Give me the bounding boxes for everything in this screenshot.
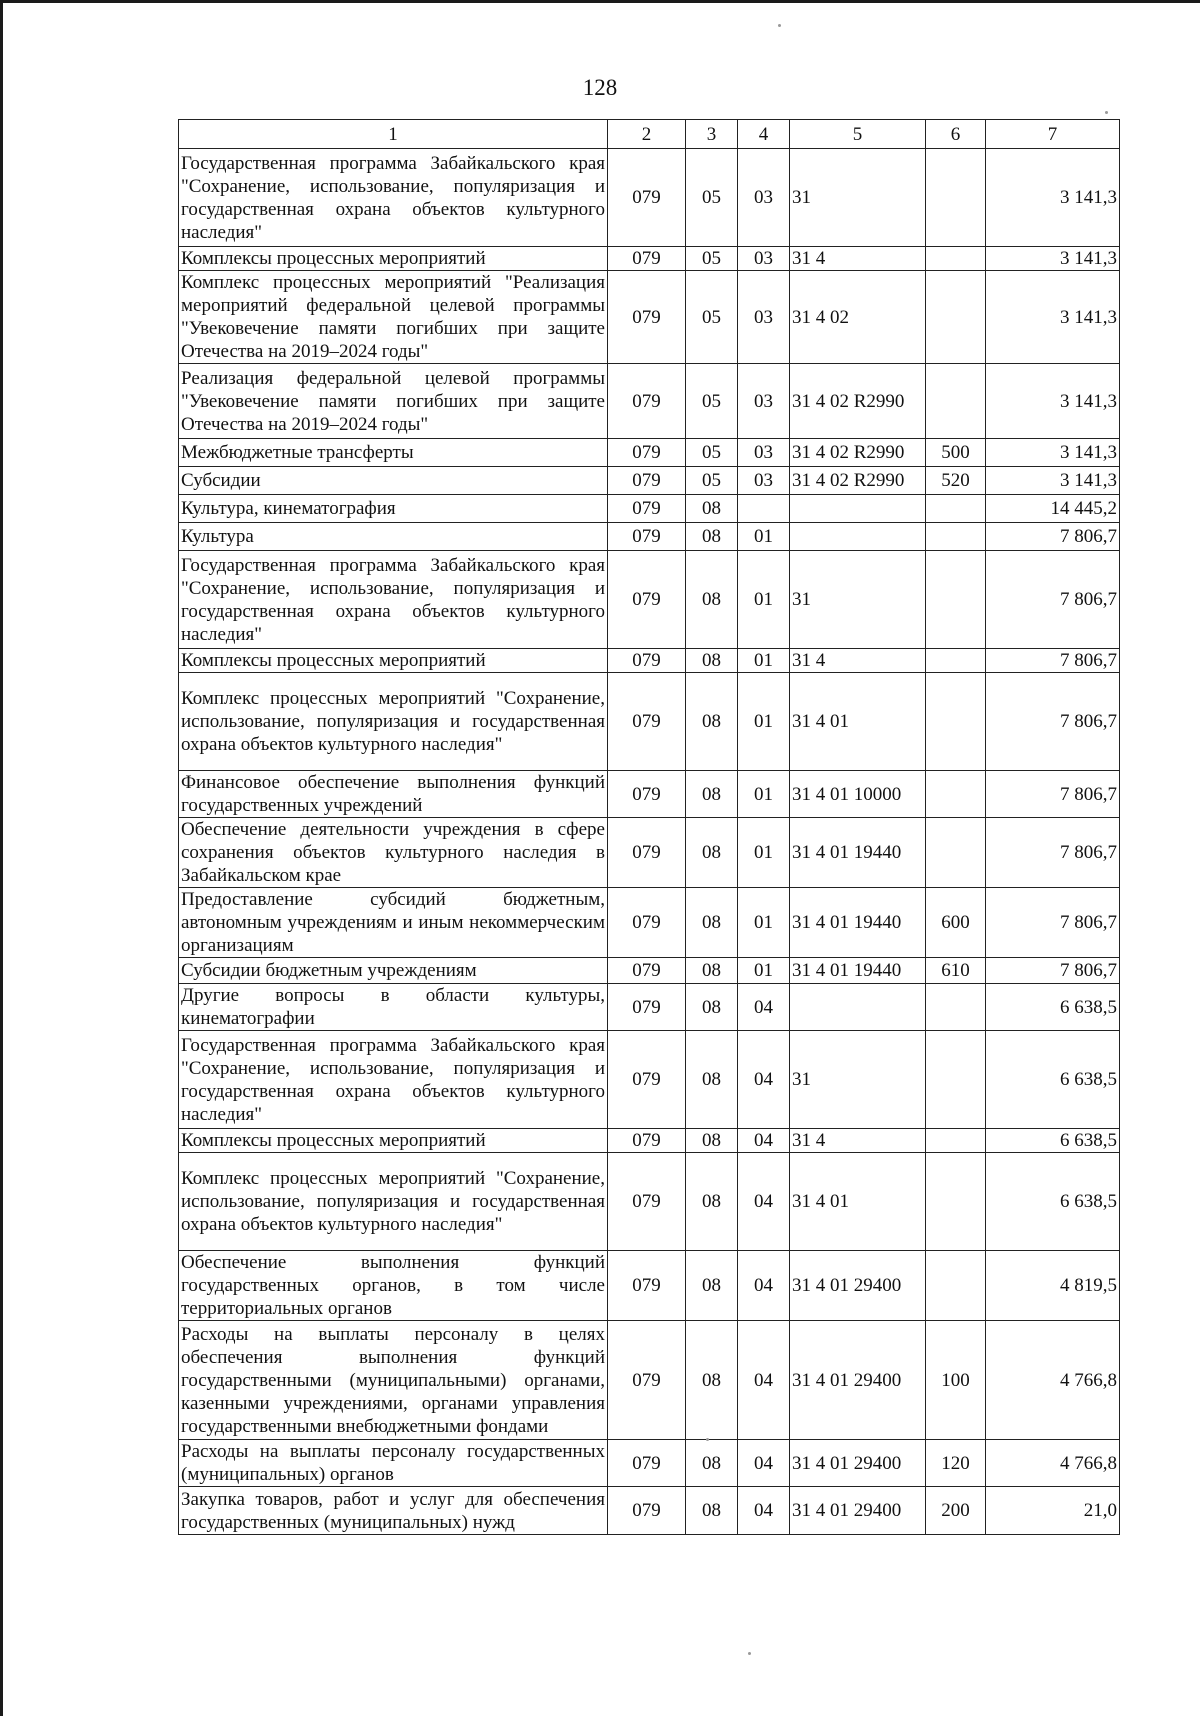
- budget-table: [178, 119, 1120, 1535]
- row-name: Культура, кинематография: [179, 495, 608, 523]
- column-header-admin: 2: [608, 120, 686, 149]
- table-row: [179, 673, 1120, 771]
- row-subsection: 04: [738, 1129, 790, 1153]
- row-admin-code: 079: [608, 1129, 686, 1153]
- column-header-csr: 5: [790, 120, 926, 149]
- row-target-article: 31: [790, 1031, 926, 1129]
- row-subsection: 01: [738, 771, 790, 818]
- table-row: [179, 1129, 1120, 1153]
- column-header-amount: 7: [986, 120, 1120, 149]
- row-subsection: 04: [738, 984, 790, 1031]
- table-row: [179, 523, 1120, 551]
- row-section: 08: [686, 984, 738, 1031]
- table-row: [179, 495, 1120, 523]
- row-amount: 3 141,3: [986, 247, 1120, 271]
- row-name: Обеспечение деятельности учреждения в сфере сохранения объектов культурного наследия в Забайкальском крае: [179, 818, 608, 888]
- row-amount: 3 141,3: [986, 149, 1120, 247]
- table-row: [179, 984, 1120, 1031]
- row-section: 05: [686, 149, 738, 247]
- row-section: 08: [686, 818, 738, 888]
- row-subsection: 04: [738, 1321, 790, 1440]
- row-amount: 7 806,7: [986, 771, 1120, 818]
- row-section: 08: [686, 1487, 738, 1535]
- row-expense-type: [926, 495, 986, 523]
- row-expense-type: [926, 523, 986, 551]
- row-section: 05: [686, 271, 738, 364]
- row-target-article: [790, 984, 926, 1031]
- row-section: 08: [686, 523, 738, 551]
- row-admin-code: 079: [608, 523, 686, 551]
- row-expense-type: [926, 649, 986, 673]
- row-subsection: 04: [738, 1251, 790, 1321]
- row-target-article: 31 4 01 29400: [790, 1321, 926, 1440]
- row-target-article: 31 4 01 19440: [790, 818, 926, 888]
- row-admin-code: 079: [608, 1487, 686, 1535]
- row-admin-code: 079: [608, 888, 686, 958]
- row-section: 08: [686, 888, 738, 958]
- table-row: [179, 1487, 1120, 1535]
- row-name: Субсидии: [179, 467, 608, 495]
- row-amount: 7 806,7: [986, 673, 1120, 771]
- row-target-article: 31 4 01 29400: [790, 1487, 926, 1535]
- row-admin-code: 079: [608, 495, 686, 523]
- row-name: Расходы на выплаты персоналу в целях обеспечения выполнения функций государственными (муниципальными) органами, казенными учреждениями, органами управления государственными внебюджетными фондами: [179, 1321, 608, 1440]
- row-section: 08: [686, 551, 738, 649]
- row-expense-type: 200: [926, 1487, 986, 1535]
- scan-speck: [706, 1438, 709, 1441]
- table-row: [179, 364, 1120, 439]
- column-header-subsection: 4: [738, 120, 790, 149]
- row-admin-code: 079: [608, 467, 686, 495]
- row-section: 05: [686, 467, 738, 495]
- row-amount: 3 141,3: [986, 364, 1120, 439]
- row-target-article: [790, 495, 926, 523]
- row-expense-type: [926, 1129, 986, 1153]
- table-row: [179, 551, 1120, 649]
- row-subsection: 04: [738, 1153, 790, 1251]
- row-amount: 7 806,7: [986, 888, 1120, 958]
- row-name: Комплексы процессных мероприятий: [179, 1129, 608, 1153]
- row-amount: 4 766,8: [986, 1321, 1120, 1440]
- row-target-article: 31 4 01: [790, 1153, 926, 1251]
- row-expense-type: 520: [926, 467, 986, 495]
- row-section: 08: [686, 649, 738, 673]
- row-subsection: 01: [738, 649, 790, 673]
- row-amount: 7 806,7: [986, 818, 1120, 888]
- row-expense-type: 120: [926, 1440, 986, 1487]
- table-row: [179, 771, 1120, 818]
- row-subsection: 03: [738, 247, 790, 271]
- row-subsection: 01: [738, 958, 790, 984]
- column-header-name: 1: [179, 120, 608, 149]
- row-expense-type: [926, 673, 986, 771]
- table-row: [179, 818, 1120, 888]
- scan-border-top: [0, 0, 1200, 3]
- row-expense-type: 610: [926, 958, 986, 984]
- row-section: 08: [686, 1031, 738, 1129]
- row-section: 08: [686, 495, 738, 523]
- row-amount: 7 806,7: [986, 551, 1120, 649]
- row-target-article: 31 4 01 29400: [790, 1440, 926, 1487]
- row-section: 08: [686, 1440, 738, 1487]
- row-subsection: 03: [738, 439, 790, 467]
- row-admin-code: 079: [608, 439, 686, 467]
- row-subsection: [738, 495, 790, 523]
- row-subsection: 04: [738, 1487, 790, 1535]
- scan-speck: [1105, 111, 1108, 114]
- row-expense-type: [926, 1251, 986, 1321]
- row-subsection: 03: [738, 467, 790, 495]
- row-target-article: 31 4 02 R2990: [790, 364, 926, 439]
- row-admin-code: 079: [608, 149, 686, 247]
- row-expense-type: [926, 1031, 986, 1129]
- row-section: 08: [686, 1251, 738, 1321]
- row-expense-type: [926, 271, 986, 364]
- row-expense-type: [926, 818, 986, 888]
- row-section: 08: [686, 1129, 738, 1153]
- row-name: Комплекс процессных мероприятий "Сохранение, использование, популяризация и государственная охрана объектов культурного наследия": [179, 673, 608, 771]
- row-name: Предоставление субсидий бюджетным, автономным учреждениям и иным некоммерческим организациям: [179, 888, 608, 958]
- row-amount: 3 141,3: [986, 271, 1120, 364]
- row-amount: 6 638,5: [986, 1129, 1120, 1153]
- row-target-article: 31 4: [790, 247, 926, 271]
- row-amount: 6 638,5: [986, 1153, 1120, 1251]
- row-name: Закупка товаров, работ и услуг для обеспечения государственных (муниципальных) нужд: [179, 1487, 608, 1535]
- row-name: Комплекс процессных мероприятий "Сохранение, использование, популяризация и государственная охрана объектов культурного наследия": [179, 1153, 608, 1251]
- row-admin-code: 079: [608, 247, 686, 271]
- row-admin-code: 079: [608, 649, 686, 673]
- scan-speck: [778, 24, 781, 27]
- row-target-article: 31 4 02 R2990: [790, 467, 926, 495]
- row-amount: 7 806,7: [986, 523, 1120, 551]
- row-name: Культура: [179, 523, 608, 551]
- row-expense-type: [926, 1153, 986, 1251]
- row-target-article: 31 4 01 19440: [790, 958, 926, 984]
- row-target-article: 31 4 01 10000: [790, 771, 926, 818]
- row-admin-code: 079: [608, 818, 686, 888]
- table-row: [179, 649, 1120, 673]
- column-header-section: 3: [686, 120, 738, 149]
- row-admin-code: 079: [608, 984, 686, 1031]
- row-expense-type: [926, 247, 986, 271]
- row-expense-type: [926, 771, 986, 818]
- row-section: 08: [686, 958, 738, 984]
- row-amount: 4 819,5: [986, 1251, 1120, 1321]
- table-row: [179, 1321, 1120, 1440]
- row-section: 05: [686, 439, 738, 467]
- row-amount: 6 638,5: [986, 1031, 1120, 1129]
- row-subsection: 01: [738, 888, 790, 958]
- row-amount: 7 806,7: [986, 958, 1120, 984]
- row-expense-type: 100: [926, 1321, 986, 1440]
- row-name: Комплексы процессных мероприятий: [179, 247, 608, 271]
- table-row: [179, 1031, 1120, 1129]
- table-row: [179, 958, 1120, 984]
- row-amount: 4 766,8: [986, 1440, 1120, 1487]
- row-name: Финансовое обеспечение выполнения функций государственных учреждений: [179, 771, 608, 818]
- row-target-article: 31: [790, 149, 926, 247]
- row-subsection: 01: [738, 523, 790, 551]
- table-body: [179, 149, 1120, 1535]
- row-name: Субсидии бюджетным учреждениям: [179, 958, 608, 984]
- row-subsection: 01: [738, 673, 790, 771]
- table-header-row: [179, 120, 1120, 149]
- row-amount: 14 445,2: [986, 495, 1120, 523]
- row-admin-code: 079: [608, 958, 686, 984]
- row-admin-code: 079: [608, 1321, 686, 1440]
- table-row: [179, 1153, 1120, 1251]
- row-amount: 6 638,5: [986, 984, 1120, 1031]
- row-amount: 21,0: [986, 1487, 1120, 1535]
- column-header-vr: 6: [926, 120, 986, 149]
- scan-border-left: [0, 0, 3, 1716]
- scan-speck: [748, 1652, 751, 1655]
- row-name: Обеспечение выполнения функций государственных органов, в том числе территориальных органов: [179, 1251, 608, 1321]
- row-admin-code: 079: [608, 1153, 686, 1251]
- table-row: [179, 439, 1120, 467]
- row-name: Реализация федеральной целевой программы "Увековечение памяти погибших при защите Отечества на 2019–2024 годы": [179, 364, 608, 439]
- row-admin-code: 079: [608, 673, 686, 771]
- row-section: 08: [686, 771, 738, 818]
- row-expense-type: [926, 984, 986, 1031]
- row-section: 08: [686, 1321, 738, 1440]
- table-row: [179, 271, 1120, 364]
- row-name: Другие вопросы в области культуры, кинематографии: [179, 984, 608, 1031]
- row-subsection: 03: [738, 271, 790, 364]
- row-name: Комплексы процессных мероприятий: [179, 649, 608, 673]
- row-section: 08: [686, 1153, 738, 1251]
- row-target-article: 31 4: [790, 649, 926, 673]
- row-admin-code: 079: [608, 771, 686, 818]
- row-admin-code: 079: [608, 271, 686, 364]
- row-name: Государственная программа Забайкальского края "Сохранение, использование, популяризация и государственная охрана объектов культурного наследия": [179, 1031, 608, 1129]
- row-target-article: 31 4 01: [790, 673, 926, 771]
- row-name: Комплекс процессных мероприятий "Реализация мероприятий федеральной целевой программы "Увековечение памяти погибших при защите Отечества на 2019–2024 годы": [179, 271, 608, 364]
- row-name: Межбюджетные трансферты: [179, 439, 608, 467]
- row-section: 08: [686, 673, 738, 771]
- row-target-article: 31: [790, 551, 926, 649]
- row-subsection: 04: [738, 1031, 790, 1129]
- row-name: Государственная программа Забайкальского края "Сохранение, использование, популяризация и государственная охрана объектов культурного наследия": [179, 551, 608, 649]
- row-expense-type: [926, 149, 986, 247]
- row-section: 05: [686, 364, 738, 439]
- row-name: Расходы на выплаты персоналу государственных (муниципальных) органов: [179, 1440, 608, 1487]
- row-target-article: [790, 523, 926, 551]
- row-section: 05: [686, 247, 738, 271]
- row-subsection: 03: [738, 149, 790, 247]
- page-number: 128: [582, 75, 618, 100]
- row-admin-code: 079: [608, 364, 686, 439]
- row-expense-type: 500: [926, 439, 986, 467]
- row-subsection: 04: [738, 1440, 790, 1487]
- table-row: [179, 149, 1120, 247]
- row-amount: 7 806,7: [986, 649, 1120, 673]
- row-amount: 3 141,3: [986, 467, 1120, 495]
- row-admin-code: 079: [608, 1251, 686, 1321]
- row-expense-type: [926, 364, 986, 439]
- row-subsection: 01: [738, 551, 790, 649]
- row-target-article: 31 4: [790, 1129, 926, 1153]
- table-row: [179, 1440, 1120, 1487]
- row-name: Государственная программа Забайкальского края "Сохранение, использование, популяризация и государственная охрана объектов культурного наследия": [179, 149, 608, 247]
- row-expense-type: 600: [926, 888, 986, 958]
- row-admin-code: 079: [608, 551, 686, 649]
- table-row: [179, 888, 1120, 958]
- table-row: [179, 1251, 1120, 1321]
- row-subsection: 01: [738, 818, 790, 888]
- row-target-article: 31 4 01 19440: [790, 888, 926, 958]
- row-amount: 3 141,3: [986, 439, 1120, 467]
- table-row: [179, 467, 1120, 495]
- row-target-article: 31 4 01 29400: [790, 1251, 926, 1321]
- row-admin-code: 079: [608, 1440, 686, 1487]
- row-subsection: 03: [738, 364, 790, 439]
- table-row: [179, 247, 1120, 271]
- row-admin-code: 079: [608, 1031, 686, 1129]
- row-expense-type: [926, 551, 986, 649]
- row-target-article: 31 4 02: [790, 271, 926, 364]
- row-target-article: 31 4 02 R2990: [790, 439, 926, 467]
